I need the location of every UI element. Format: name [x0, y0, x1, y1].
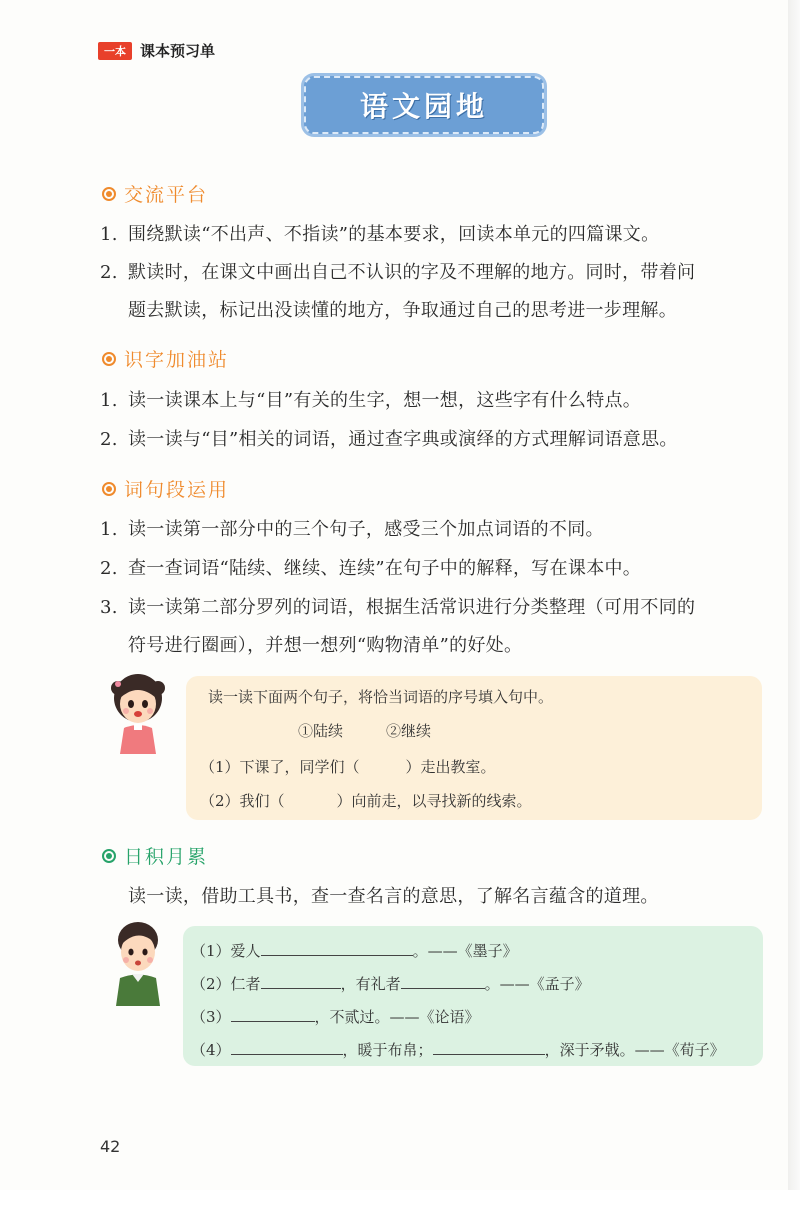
page-header	[98, 40, 215, 61]
list-item: 2. 读一读与“目”相关的词语，通过查字典或演绎的方式理解词语意思。	[100, 429, 678, 450]
exercise-instruction: 读一读下面两个句子，将恰当词语的序号填入句中。	[208, 688, 554, 706]
list-item: 2. 默读时，在课文中画出自己不认识的字及不理解的地方。同时，带着问	[100, 262, 696, 283]
fill-blank[interactable]	[285, 791, 337, 806]
option-item: ②继续	[386, 722, 432, 740]
quote-item: （1）爱人 。——《墨子》	[191, 942, 518, 960]
fill-blank[interactable]	[433, 1039, 545, 1055]
fill-blank[interactable]	[231, 1006, 315, 1022]
page-edge	[788, 0, 800, 1190]
circle-bullet-icon	[102, 482, 116, 496]
quote-item: （3） ，不贰过。——《论语》	[191, 1008, 480, 1026]
page-title: 语文园地	[359, 90, 488, 123]
section-title-usage: 词句段运用	[102, 475, 229, 502]
section-title-exchange: 交流平台	[102, 180, 208, 207]
list-item: 2. 查一查词语“陆续、继续、连续”在句子中的解释，写在课本中。	[100, 558, 642, 579]
list-item: 1. 读一读课本上与“目”有关的生字，想一想，这些字有什么特点。	[100, 390, 642, 411]
title-banner	[304, 76, 544, 134]
quote-item: （4） ，暖于布帛； ，深于矛戟。——《荀子》	[191, 1041, 725, 1059]
list-item-continuation: 符号进行圈画），并想一想列“购物清单”的好处。	[128, 635, 523, 656]
girl-illustration-icon	[108, 668, 168, 754]
circle-bullet-icon	[102, 849, 116, 863]
fill-in-sentence: （1）下课了，同学们（ ）走出教室。	[200, 758, 496, 776]
fill-blank[interactable]	[261, 940, 413, 956]
quote-box	[183, 926, 763, 1066]
list-item: 1. 读一读第一部分中的三个句子，感受三个加点词语的不同。	[100, 519, 604, 540]
page-number: 42	[100, 1137, 121, 1156]
boy-illustration-icon	[110, 916, 166, 1006]
header-title: 课本预习单	[140, 42, 216, 60]
option-item: ①陆续	[298, 722, 344, 740]
circle-bullet-icon	[102, 352, 116, 366]
list-item: 1. 围绕默读“不出声、不指读”的基本要求，回读本单元的四篇课文。	[100, 224, 660, 245]
quote-item: （2）仁者 ，有礼者 。——《孟子》	[191, 975, 590, 993]
section-title-literacy: 识字加油站	[102, 345, 229, 372]
section-intro: 读一读，借助工具书，查一查名言的意思，了解名言蕴含的道理。	[128, 886, 659, 907]
fill-blank[interactable]	[360, 757, 406, 772]
section-title-accumulate: 日积月累	[102, 842, 208, 869]
exercise-box	[186, 676, 762, 820]
fill-blank[interactable]	[261, 973, 341, 989]
list-item: 3. 读一读第二部分罗列的词语，根据生活常识进行分类整理（可用不同的	[100, 597, 696, 618]
circle-bullet-icon	[102, 187, 116, 201]
fill-blank[interactable]	[401, 973, 485, 989]
list-item-continuation: 题去默读，标记出没读懂的地方，争取通过自己的思考进一步理解。	[128, 300, 677, 321]
fill-in-sentence: （2）我们（ ）向前走，以寻找新的线索。	[200, 792, 532, 810]
header-tag: 一本	[98, 42, 132, 60]
fill-blank[interactable]	[231, 1039, 343, 1055]
